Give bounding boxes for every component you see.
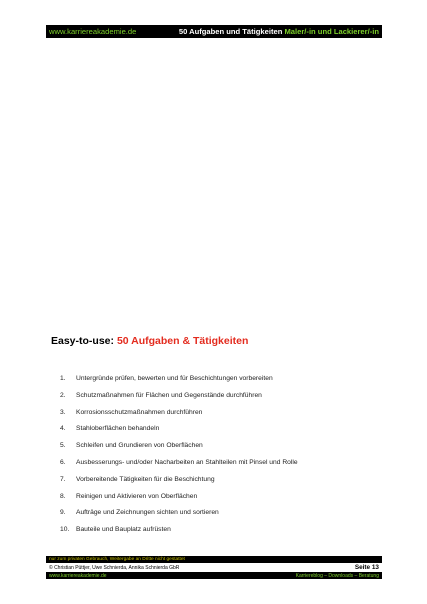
list-item xyxy=(60,442,380,459)
list-item-number: 6. xyxy=(60,458,66,466)
list-item xyxy=(60,392,380,409)
list-item-number: 9. xyxy=(60,509,66,517)
list-item xyxy=(60,375,380,392)
list-item-text: Ausbesserungs- und/oder Nacharbeiten an Stahlteilen mit Pinsel und Rolle xyxy=(76,458,298,466)
task-list xyxy=(60,375,380,543)
list-item-text: Bauteile und Bauplatz aufrüsten xyxy=(76,526,171,534)
footer-copyright: © Christian Püttjer, Uwe Schnierda, Annika Schnierda GbR xyxy=(49,564,180,571)
list-item-text: Untergründe prüfen, bewerten und für Beschichtungen vorbereiten xyxy=(76,375,273,382)
list-item-number: 5. xyxy=(60,442,66,450)
footer-usage-note: nur zum privaten Gebrauch, Weitergabe an Dritte nicht gestattet xyxy=(46,556,382,563)
header-site-link[interactable]: www.karriereakademie.de xyxy=(49,27,137,36)
list-item-number: 4. xyxy=(60,425,66,433)
list-item xyxy=(60,425,380,442)
section-heading xyxy=(51,335,248,347)
list-item-number: 10. xyxy=(60,526,70,534)
footer-bar xyxy=(46,572,382,579)
list-item-text: Schleifen und Grundieren von Oberflächen xyxy=(76,442,203,450)
page-header xyxy=(46,25,382,38)
list-item-number: 8. xyxy=(60,492,66,500)
list-item-number: 3. xyxy=(60,408,66,416)
list-item xyxy=(60,409,380,426)
list-item-number: 2. xyxy=(60,391,66,399)
list-item-text: Vorbereitende Tätigkeiten für die Beschichtung xyxy=(76,475,215,483)
list-item xyxy=(60,476,380,493)
list-item-number: 7. xyxy=(60,475,66,483)
header-title-accent: Maler/-in und Lackierer/-in xyxy=(284,27,379,36)
header-title-prefix: 50 Aufgaben und Tätigkeiten xyxy=(178,27,285,36)
list-item-text: Stahloberflächen behandeln xyxy=(76,425,160,433)
footer-tagline: Karriereblog – Downloads – Beratung xyxy=(295,572,379,579)
list-item-text: Korrosionsschutzmaßnahmen durchführen xyxy=(76,408,203,416)
list-item-text: Aufträge und Zeichnungen sichten und sortieren xyxy=(76,509,219,517)
page-number: Seite 13 xyxy=(354,564,379,571)
section-heading-prefix: Easy-to-use: xyxy=(51,335,117,347)
footer-site-link[interactable]: www.karriereakademie.de xyxy=(49,572,107,579)
section-heading-accent: 50 Aufgaben & Tätigkeiten xyxy=(116,335,249,347)
header-title xyxy=(179,25,379,38)
list-item-number: 1. xyxy=(60,375,66,382)
list-item xyxy=(60,509,380,526)
list-item-text: Reinigen und Aktivieren von Oberflächen xyxy=(76,492,198,500)
list-item xyxy=(60,459,380,476)
footer-copyright-row xyxy=(46,563,382,572)
list-item xyxy=(60,493,380,510)
list-item xyxy=(60,526,380,543)
list-item-text: Schutzmaßnahmen für Flächen und Gegenstände durchführen xyxy=(76,391,262,399)
